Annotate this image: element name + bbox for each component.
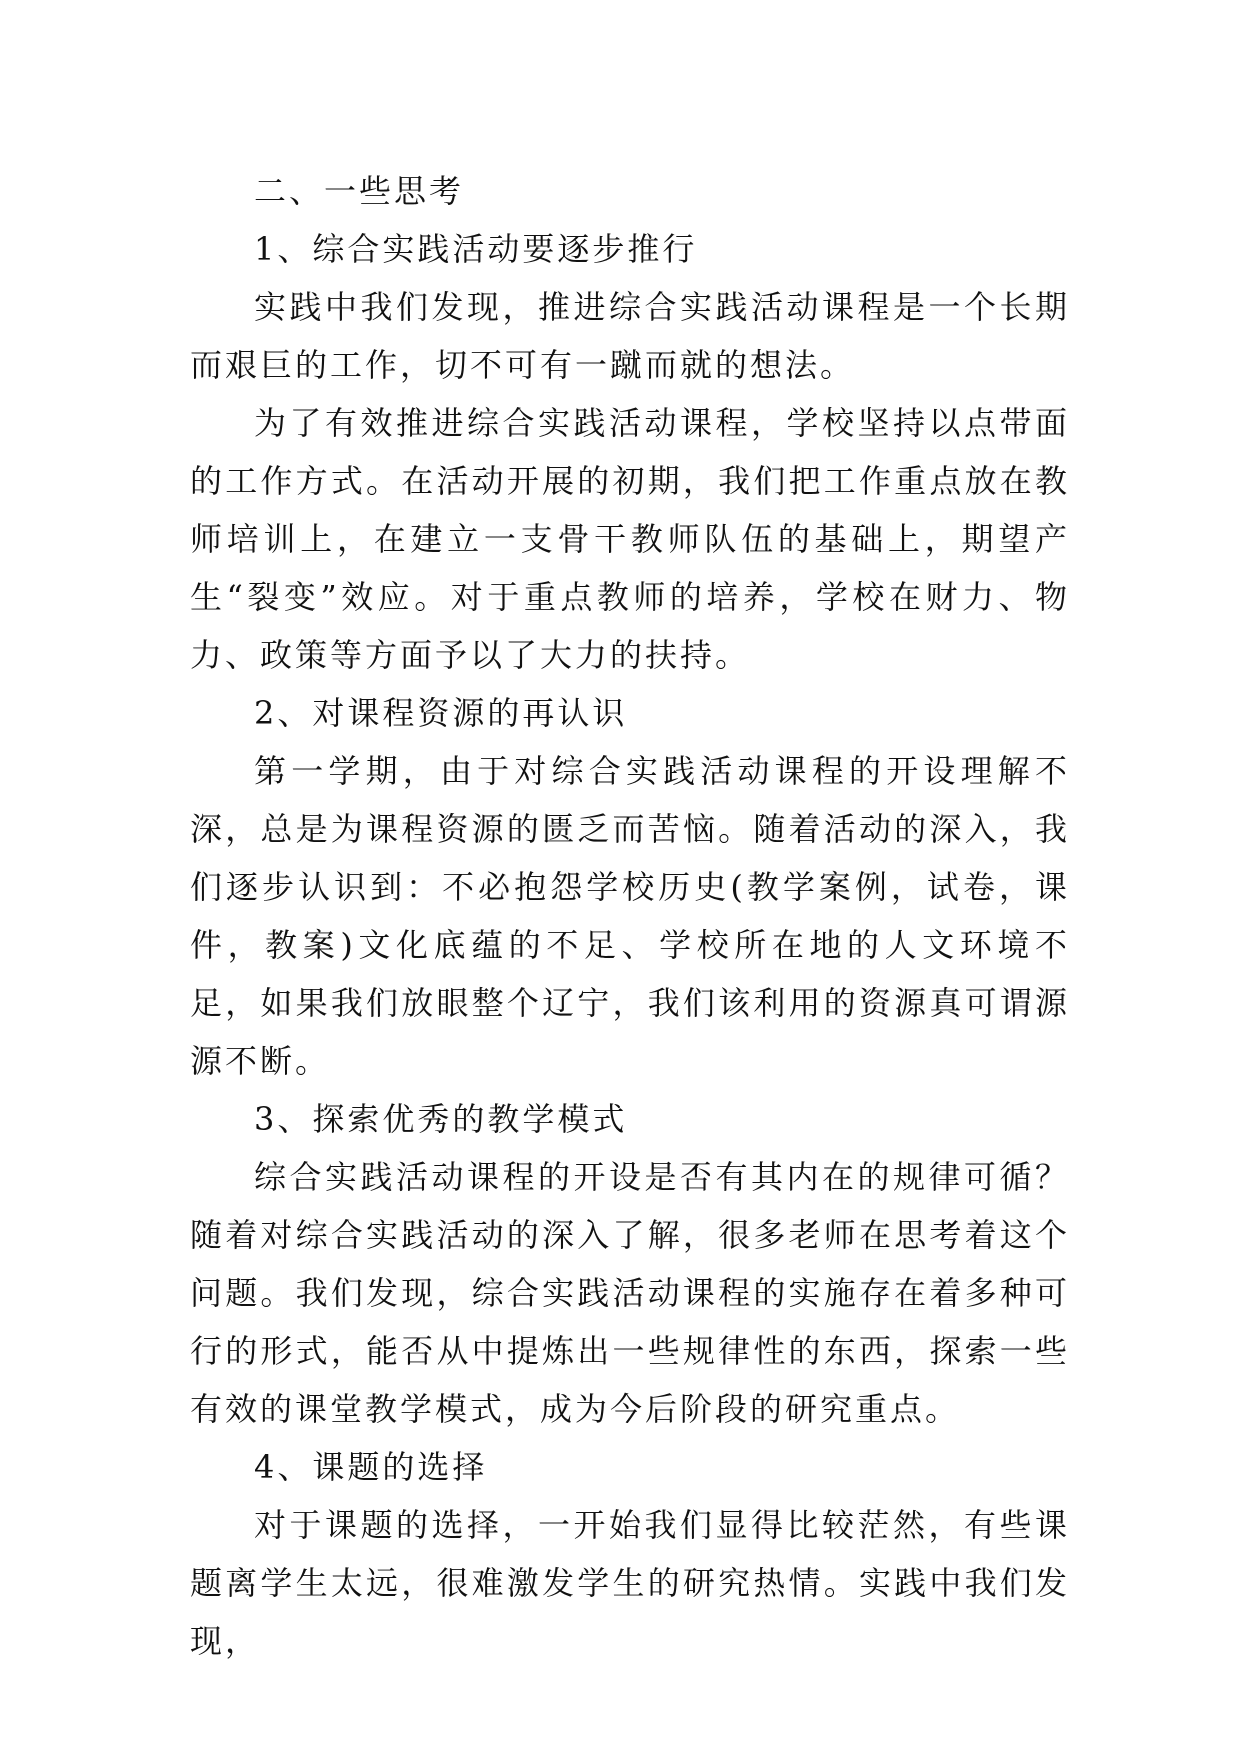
document-body — [190, 162, 1070, 1670]
subsection-heading-1: 1、综合实践活动要逐步推行 — [254, 230, 698, 268]
paragraph-2: 为了有效推进综合实践活动课程，学校坚持以点带面的工作方式。在活动开展的初期，我们把工作重点放在教师培训上，在建立一支骨干教师队伍的基础上，期望产生“裂变”效应。对于重点教师的培养，学校在财力、物力、政策等方面予以了大力的扶持。 — [190, 404, 1070, 674]
paragraph-3: 第一学期，由于对综合实践活动课程的开设理解不深，总是为课程资源的匮乏而苦恼。随着活动的深入，我们逐步认识到：不必抱怨学校历史(教学案例，试卷，课件，教案)文化底蕴的不足、学校所在地的人文环境不足，如果我们放眼整个辽宁，我们该利用的资源真可谓源源不断。 — [190, 752, 1070, 1080]
subsection-heading-4: 4、课题的选择 — [254, 1448, 488, 1486]
section-heading: 二、一些思考 — [254, 172, 465, 210]
subsection-heading-3: 3、探索优秀的教学模式 — [254, 1100, 628, 1138]
paragraph-4: 综合实践活动课程的开设是否有其内在的规律可循？随着对综合实践活动的深入了解，很多老师在思考着这个问题。我们发现，综合实践活动课程的实施存在着多种可行的形式，能否从中提炼出一些规律性的东西，探索一些有效的课堂教学模式，成为今后阶段的研究重点。 — [190, 1158, 1070, 1428]
paragraph-5: 对于课题的选择，一开始我们显得比较茫然，有些课题离学生太远，很难激发学生的研究热情。实践中我们发现， — [190, 1506, 1070, 1660]
paragraph-1: 实践中我们发现，推进综合实践活动课程是一个长期而艰巨的工作，切不可有一蹴而就的想法。 — [190, 288, 1070, 384]
subsection-heading-2: 2、对课程资源的再认识 — [254, 694, 628, 732]
